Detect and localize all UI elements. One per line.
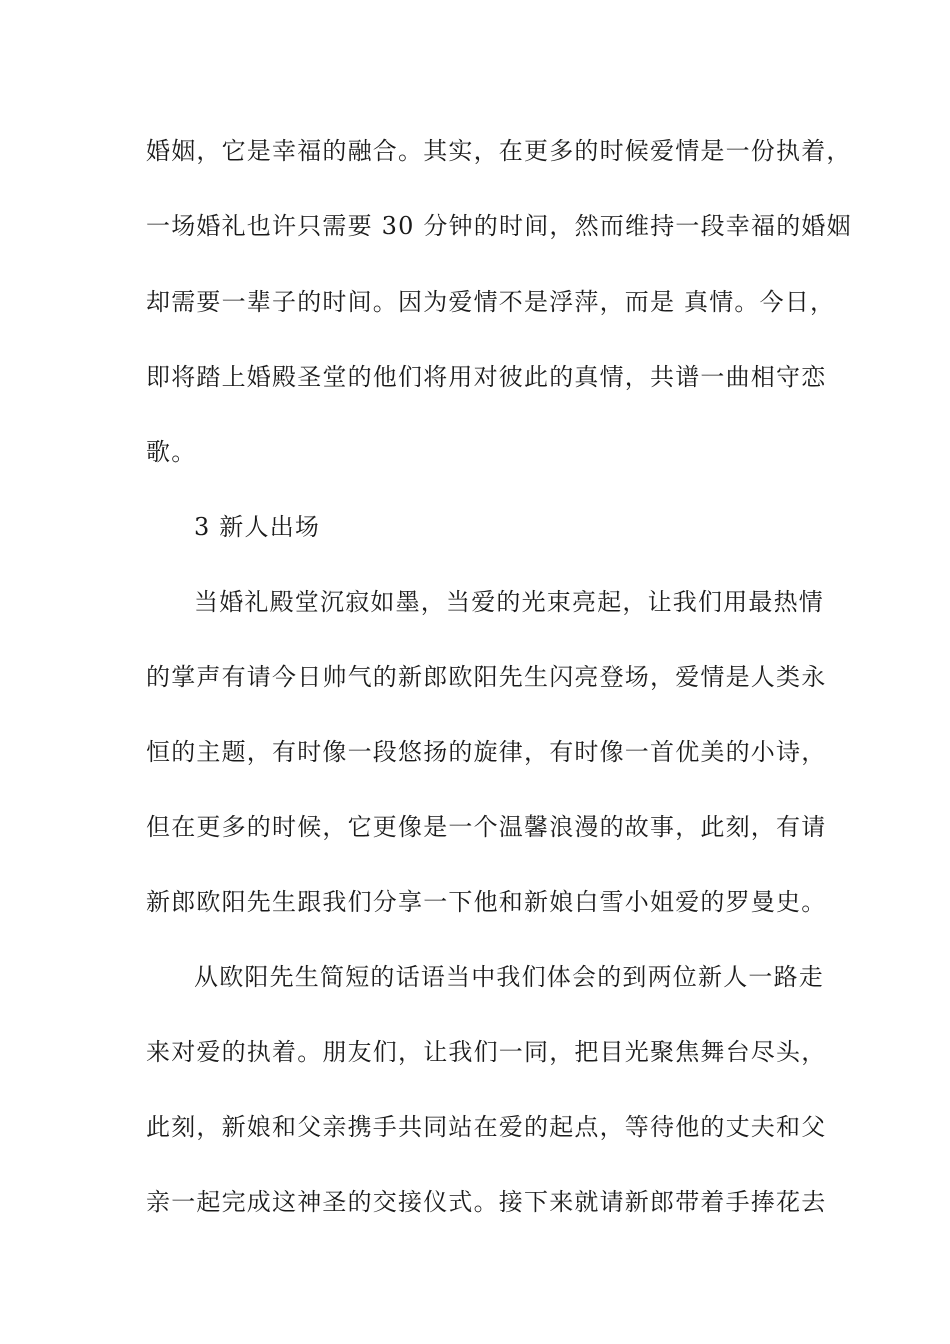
paragraph-4-line-3: 此刻，新娘和父亲携手共同站在爱的起点，等待他的丈夫和父 [146, 1113, 827, 1141]
paragraph-1-line-3: 却需要一辈子的时间。因为爱情不是浮萍，而是 真情。今日， [146, 288, 836, 316]
paragraph-1-line-1: 婚姻，它是幸福的融合。其实，在更多的时候爱情是一份执着， [146, 137, 852, 165]
paragraph-1-line-4: 即将踏上婚殿圣堂的他们将用对彼此的真情，共谱一曲相守恋 [146, 363, 827, 391]
paragraph-3-line-2: 的掌声有请今日帅气的新郎欧阳先生闪亮登场，爱情是人类永 [146, 663, 827, 691]
paragraph-1-line-2: 一场婚礼也许只需要 30 分钟的时间，然而维持一段幸福的婚姻 [146, 212, 852, 240]
paragraph-4-line-4: 亲一起完成这神圣的交接仪式。接下来就请新郎带着手捧花去 [146, 1188, 827, 1216]
paragraph-4-line-1: 从欧阳先生简短的话语当中我们体会的到两位新人一路走 [194, 963, 824, 991]
paragraph-3-line-4: 但在更多的时候，它更像是一个温馨浪漫的故事，此刻，有请 [146, 813, 827, 841]
paragraph-4-line-2: 来对爱的执着。朋友们，让我们一同，把目光聚焦舞台尽头， [146, 1038, 827, 1066]
paragraph-3-line-3: 恒的主题，有时像一段悠扬的旋律，有时像一首优美的小诗， [146, 738, 827, 766]
paragraph-3-line-1: 当婚礼殿堂沉寂如墨，当爱的光束亮起，让我们用最热情 [194, 588, 824, 616]
paragraph-1-line-5: 歌。 [146, 438, 197, 466]
paragraph-3-line-5: 新郎欧阳先生跟我们分享一下他和新娘白雪小姐爱的罗曼史。 [146, 888, 827, 916]
section-heading: 3 新人出场 [194, 513, 321, 541]
